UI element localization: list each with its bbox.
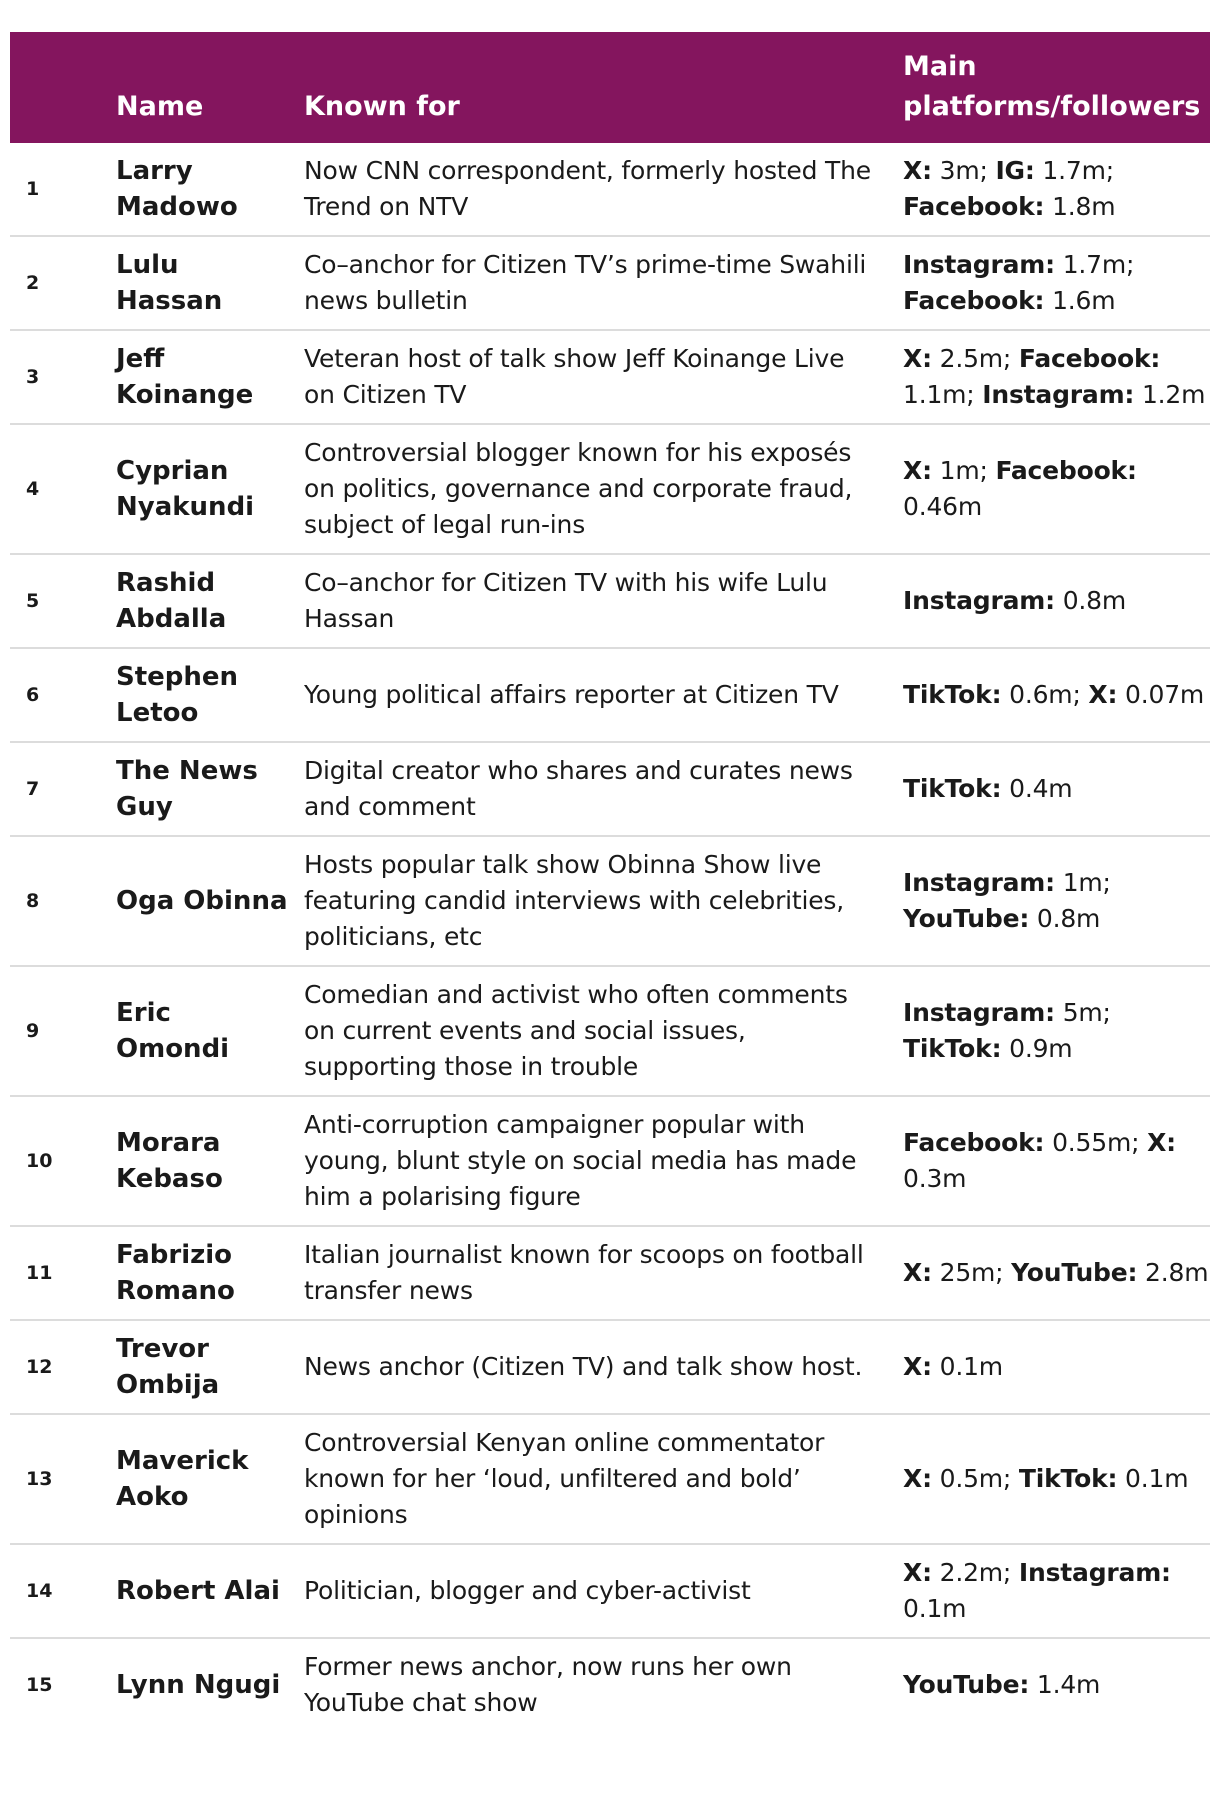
table-row: [10, 424, 1210, 554]
platform-name: Instagram:: [903, 586, 1055, 615]
platforms-cell: [903, 742, 1210, 836]
platform-name: Instagram:: [903, 868, 1055, 897]
platforms-cell: [903, 648, 1210, 742]
platform-followers: 25m;: [931, 1258, 1012, 1287]
rank-cell: 8: [26, 890, 40, 912]
platform-name: Facebook:: [995, 456, 1137, 485]
platform-followers: 0.6m;: [1001, 680, 1089, 709]
known-for-cell: Italian journalist known for scoops on football transfer news: [304, 1240, 864, 1305]
rank-cell: 12: [26, 1356, 53, 1378]
known-for-cell: Controversial blogger known for his exposés on politics, governance and corporate fraud, subject of legal run-ins: [304, 438, 853, 539]
rank-cell: 2: [26, 272, 40, 294]
platform-name: TikTok:: [903, 774, 1002, 803]
table-row: [10, 1096, 1210, 1226]
platforms-cell: [903, 1638, 1210, 1731]
platform-followers: 3m;: [931, 156, 996, 185]
platforms-cell: [903, 330, 1210, 424]
rank-cell: 10: [26, 1150, 53, 1172]
table-row: [10, 1226, 1210, 1320]
known-for-cell: Veteran host of talk show Jeff Koinange Live on Citizen TV: [304, 344, 845, 409]
platform-name: Facebook:: [903, 1128, 1045, 1157]
platform-followers: 0.5m;: [931, 1464, 1019, 1493]
table-row: [10, 648, 1210, 742]
platform-name: IG:: [995, 156, 1035, 185]
platform-followers: 2.2m;: [931, 1558, 1019, 1587]
known-for-cell: News anchor (Citizen TV) and talk show host.: [304, 1352, 863, 1381]
table-row: [10, 236, 1210, 330]
platform-followers: 0.8m: [1054, 586, 1127, 615]
name-cell: Maverick Aoko: [116, 1446, 249, 1512]
platforms-cell: [903, 1226, 1210, 1320]
platforms-cell: [903, 1414, 1210, 1544]
name-cell: Cyprian Nyakundi: [116, 456, 255, 522]
known-for-cell: Former news anchor, now runs her own YouTube chat show: [304, 1652, 792, 1717]
platform-followers: 0.1m: [1117, 1464, 1189, 1493]
table-row: [10, 330, 1210, 424]
name-cell: The News Guy: [116, 756, 258, 822]
known-for-cell: Controversial Kenyan online commentator known for her ‘loud, unfiltered and bold’ opinions: [304, 1428, 825, 1529]
platform-name: X:: [903, 1258, 932, 1287]
header-known-for: Known for: [304, 91, 460, 122]
platform-followers: 0.9m: [1001, 1034, 1073, 1063]
platforms-cell: [903, 966, 1210, 1096]
rank-cell: 7: [26, 778, 40, 800]
platform-name: X:: [903, 1352, 932, 1381]
rank-cell: 3: [26, 366, 40, 388]
table-body: [10, 143, 1210, 1731]
table-header: [10, 32, 1210, 143]
name-cell: Robert Alai: [116, 1576, 280, 1606]
table-row: [10, 836, 1210, 966]
table-row: [10, 966, 1210, 1096]
table-row: [10, 1414, 1210, 1544]
platform-name: X:: [903, 456, 932, 485]
header-platforms: Main platforms/followers: [903, 51, 1201, 122]
platform-name: X:: [903, 344, 932, 373]
platform-followers: 1m;: [931, 456, 996, 485]
platform-name: YouTube:: [903, 1670, 1030, 1699]
name-cell: Trevor Ombija: [116, 1334, 220, 1400]
platforms-cell: [903, 836, 1210, 966]
platform-name: X:: [903, 1558, 932, 1587]
platform-name: X:: [1147, 1128, 1176, 1157]
rank-cell: 6: [26, 684, 40, 706]
known-for-cell: Digital creator who shares and curates news and comment: [304, 756, 853, 821]
name-cell: Eric Omondi: [116, 998, 230, 1064]
table-row: [10, 1544, 1210, 1638]
platform-followers: 0.1m: [931, 1352, 1003, 1381]
known-for-cell: Anti-corruption campaigner popular with young, blunt style on social media has made him a polarising figure: [304, 1110, 857, 1211]
platform-name: Facebook:: [903, 192, 1045, 221]
platform-followers: 0.4m: [1001, 774, 1073, 803]
platforms-cell: [903, 1544, 1210, 1638]
platform-followers: 0.1m: [903, 1594, 967, 1623]
platform-followers: 0.07m: [1117, 680, 1205, 709]
influencer-table: [10, 32, 1210, 1731]
header-name: Name: [116, 91, 204, 122]
platform-followers: 1.6m: [1044, 286, 1116, 315]
rank-cell: 13: [26, 1468, 53, 1490]
influencer-table-container: [10, 32, 1210, 1731]
platform-followers: 0.3m: [903, 1164, 967, 1193]
platform-followers: 1.4m: [1029, 1670, 1101, 1699]
platform-name: YouTube:: [903, 904, 1030, 933]
platforms-cell: [903, 424, 1210, 554]
rank-cell: 11: [26, 1262, 53, 1284]
name-cell: Oga Obinna: [116, 886, 288, 916]
platforms-cell: [903, 1096, 1210, 1226]
platform-followers: 2.8m: [1137, 1258, 1209, 1287]
table-row: [10, 1320, 1210, 1414]
platforms-cell: [903, 1320, 1210, 1414]
platform-name: Facebook:: [1018, 344, 1161, 373]
platform-name: Instagram:: [982, 380, 1135, 409]
platforms-cell: [903, 236, 1210, 330]
name-cell: Lynn Ngugi: [116, 1670, 281, 1700]
platform-followers: 1.1m;: [903, 380, 983, 409]
name-cell: Fabrizio Romano: [116, 1240, 235, 1306]
platform-followers: 5m;: [1054, 998, 1111, 1027]
name-cell: Morara Kebaso: [116, 1128, 223, 1194]
platform-name: X:: [903, 1464, 932, 1493]
name-cell: Jeff Koinange: [116, 344, 254, 410]
platform-name: TikTok:: [903, 1034, 1002, 1063]
platform-name: Instagram:: [903, 998, 1055, 1027]
table-row: [10, 143, 1210, 236]
known-for-cell: Now CNN correspondent, formerly hosted The Trend on NTV: [304, 156, 871, 221]
platform-name: TikTok:: [903, 680, 1002, 709]
rank-cell: 4: [26, 478, 40, 500]
known-for-cell: Co–anchor for Citizen TV’s prime-time Swahili news bulletin: [304, 250, 867, 315]
known-for-cell: Hosts popular talk show Obinna Show live featuring candid interviews with celebrities, politicians, etc: [304, 850, 844, 951]
platform-followers: 1.8m: [1044, 192, 1116, 221]
known-for-cell: Comedian and activist who often comments on current events and social issues, supporting those in trouble: [304, 980, 848, 1081]
header-rank: [10, 32, 116, 143]
name-cell: Lulu Hassan: [116, 250, 223, 316]
platform-name: X:: [1088, 680, 1118, 709]
known-for-cell: Politician, blogger and cyber-activist: [304, 1576, 751, 1605]
known-for-cell: Co–anchor for Citizen TV with his wife Lulu Hassan: [304, 568, 828, 633]
rank-cell: 5: [26, 590, 40, 612]
platform-followers: 1.7m;: [1034, 156, 1114, 185]
platform-followers: 1.2m: [1134, 380, 1206, 409]
table-row: [10, 554, 1210, 648]
known-for-cell: Young political affairs reporter at Citizen TV: [304, 680, 839, 709]
platforms-cell: [903, 143, 1210, 236]
rank-cell: 1: [26, 178, 40, 200]
table-row: [10, 742, 1210, 836]
table-row: [10, 1638, 1210, 1731]
platform-followers: 1m;: [1054, 868, 1111, 897]
platform-followers: 0.55m;: [1044, 1128, 1148, 1157]
name-cell: Stephen Letoo: [116, 662, 239, 728]
platform-followers: 2.5m;: [931, 344, 1019, 373]
platform-followers: 1.7m;: [1054, 250, 1135, 279]
platform-name: Instagram:: [903, 250, 1055, 279]
name-cell: Larry Madowo: [116, 156, 238, 222]
platform-name: TikTok:: [1018, 1464, 1118, 1493]
rank-cell: 9: [26, 1020, 40, 1042]
rank-cell: 15: [26, 1674, 53, 1696]
platform-name: Instagram:: [1018, 1558, 1171, 1587]
platform-name: Facebook:: [903, 286, 1045, 315]
platform-name: YouTube:: [1011, 1258, 1138, 1287]
platform-followers: 0.46m: [903, 492, 983, 521]
name-cell: Rashid Abdalla: [116, 568, 227, 634]
platform-followers: 0.8m: [1029, 904, 1101, 933]
platforms-cell: [903, 554, 1210, 648]
platform-name: X:: [903, 156, 932, 185]
rank-cell: 14: [26, 1580, 53, 1602]
